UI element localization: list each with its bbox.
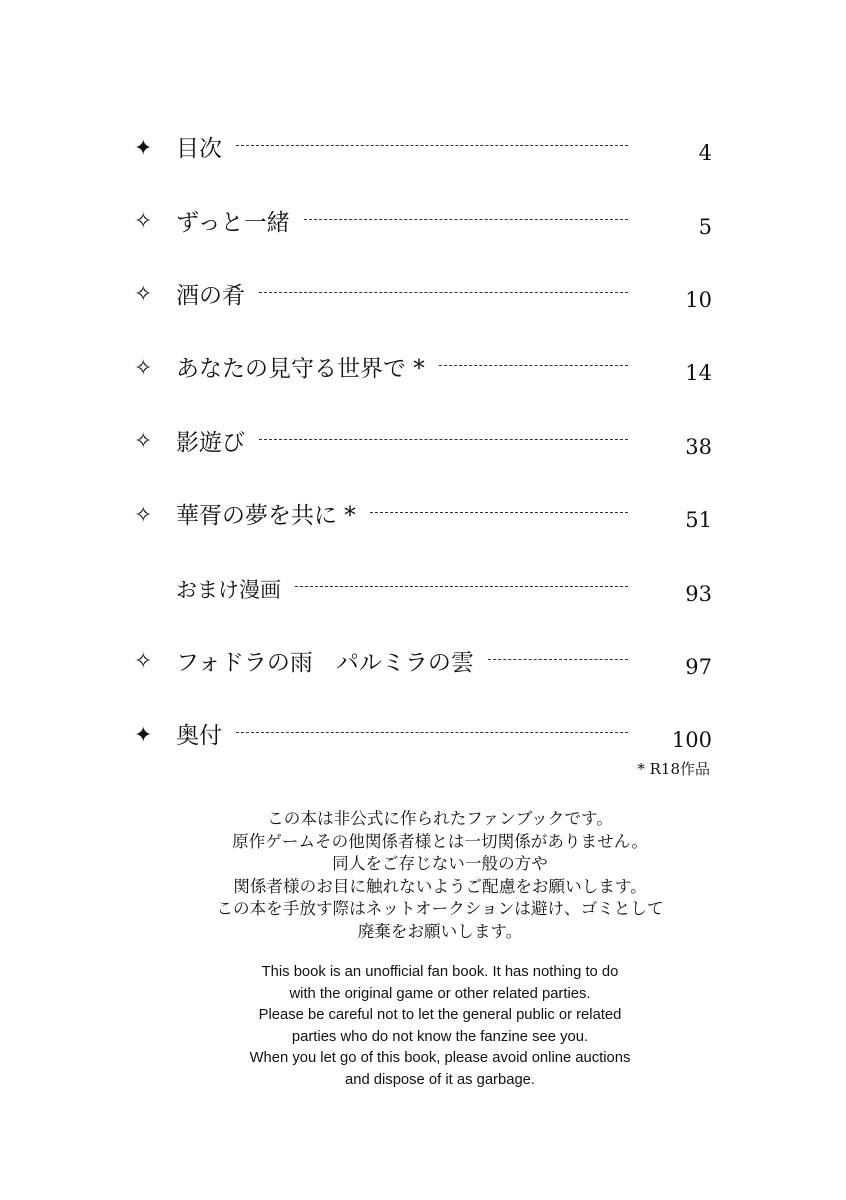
toc-entry-page: 51 [685,508,712,533]
toc-entry-title: 目次 [176,136,222,163]
notice-line: この本を手放す際はネットオークションは避け、ゴミとして [216,899,664,919]
dotted-leader [259,439,628,440]
japanese-notice [140,808,740,944]
filled-star-icon: ✦ [134,722,153,748]
toc-entry-title: 奥付 [176,723,222,750]
toc-entry [130,479,712,552]
dotted-leader [488,659,628,660]
outline-star-icon: ✧ [134,649,153,675]
toc-entry-page: 5 [698,214,712,239]
english-notice [140,962,740,1092]
table-of-contents [130,112,712,773]
notice-line: This book is an unofficial fan book. It has nothing to do [261,964,619,980]
toc-entry [130,112,712,185]
toc-entry-title: あなたの見守る世界で * [176,356,425,383]
toc-entry [130,406,712,479]
notice-line: 同人をご存じない一般の方や [332,854,548,874]
outline-star-icon: ✧ [134,209,153,235]
toc-entry [130,332,712,405]
outline-star-icon: ✧ [134,282,153,308]
toc-entry [130,626,712,699]
toc-entry-title: ずっと一緒 [176,209,290,236]
notice-line: 関係者様のお目に触れないようご配慮をお願いします。 [233,876,647,896]
dotted-leader [295,586,628,587]
notice-line: 廃棄をお願いします。 [357,921,523,941]
toc-entry-title: 酒の肴 [176,282,245,309]
dotted-leader [236,732,628,733]
toc-entry-page: 38 [685,434,712,459]
toc-entry-page: 14 [685,361,712,386]
dotted-leader [370,512,628,513]
toc-entry-page: 93 [685,581,712,606]
toc-entry [130,699,712,772]
notice-line: この本は非公式に作られたファンブックです。 [267,809,613,828]
outline-star-icon: ✧ [134,502,153,528]
dotted-leader [236,145,628,146]
outline-star-icon: ✧ [134,355,153,381]
dotted-leader [439,365,628,366]
notice-line: parties who do not know the fanzine see you. [291,1028,589,1045]
toc-entry-title: フォドラの雨 パルミラの雲 [176,649,474,676]
notice-line: When you let go of this book, please avoid online auctions [249,1050,631,1067]
outline-star-icon: ✧ [134,429,153,455]
toc-entry-title: おまけ漫画 [176,577,281,602]
notice-line: and dispose of it as garbage. [344,1071,536,1088]
toc-entry-page: 97 [685,654,712,679]
toc-entry [130,259,712,332]
toc-entry [130,185,712,258]
toc-entry-title: 影遊び [176,429,245,456]
toc-entry [130,552,712,625]
toc-entry-title: 華胥の夢を共に * [176,503,356,530]
notice-line: Please be careful not to let the general public or related [258,1007,622,1024]
toc-entry-page: 10 [685,287,712,312]
dotted-leader [304,219,628,220]
r18-note: * R18作品 [637,760,710,778]
dotted-leader [259,292,628,293]
toc-entry-page: 4 [698,141,712,166]
toc-entry-page: 100 [671,728,712,753]
filled-star-icon: ✦ [134,135,153,161]
notice-line: 原作ゲームその他関係者様とは一切関係がありません。 [232,831,648,851]
notice-line: with the original game or other related parties. [289,985,591,1002]
